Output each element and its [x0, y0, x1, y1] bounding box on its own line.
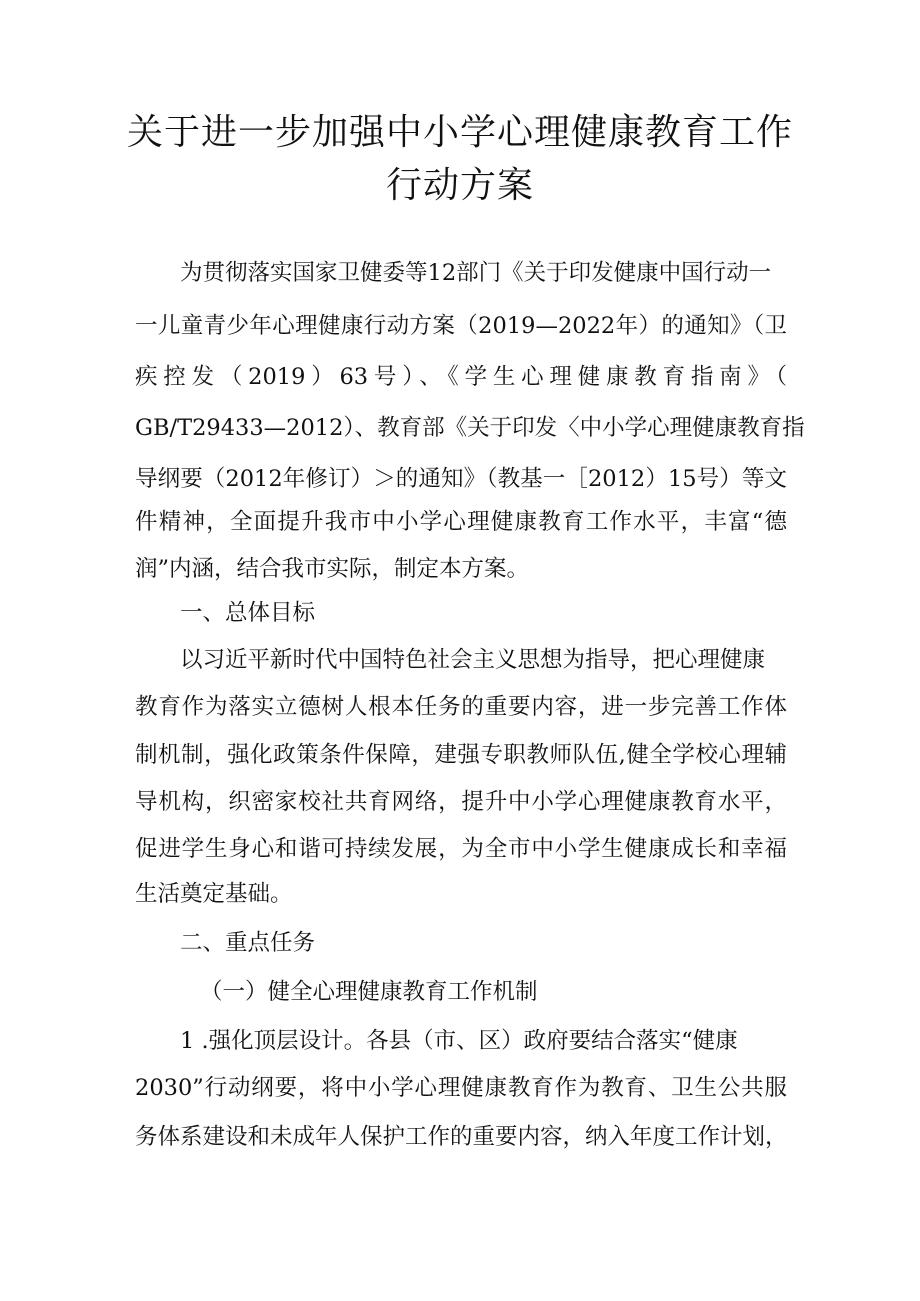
section1-line-4: 导机构，织密家校社共育网络，提升中小学心理健康教育水平， [135, 789, 787, 815]
intro-line-4: GB/T29433—2012）、教育部《关于印发〈中小学心理健康教育指 [135, 415, 805, 441]
section1-line-3: 制机制，强化政策条件保障，建强专职教师队伍,健全学校心理辅 [135, 742, 787, 768]
item1-line-3: 务体系建设和未成年人保护工作的重要内容，纳入年度工作计划， [135, 1124, 788, 1150]
section-heading-key-tasks: 二、重点任务 [180, 930, 316, 956]
section1-line-5: 促进学生身心和谐可持续发展，为全市中小学生健康成长和幸福 [135, 836, 787, 862]
document-title-line-1: 关于进一步加强中小学心理健康教育工作 [126, 112, 793, 153]
section1-line-1: 以习近平新时代中国特色社会主义思想为指导，把心理健康 [180, 647, 766, 673]
item1-line-2: 2030”行动纲要，将中小学心理健康教育作为教育、卫生公共服 [135, 1075, 787, 1101]
section-heading-overall-goals: 一、总体目标 [180, 600, 316, 626]
intro-line-2: 一儿童青少年心理健康行动方案（2019—2022年）的通知》（卫 [135, 313, 787, 339]
section1-line-6: 生活奠定基础。 [135, 881, 293, 907]
intro-line-6: 件精神，全面提升我市中小学心理健康教育工作水平，丰富“德 [135, 509, 787, 535]
item1-line-1: 1 .强化顶层设计。各县（市、区）政府要结合落实“健康 [180, 1028, 738, 1054]
intro-line-3: 疾控发（2019）63号）、《学生心理健康教育指南》（ [135, 364, 787, 390]
document-title-line-2: 行动方案 [385, 165, 534, 206]
subsection-heading-mechanism: （一）健全心理健康教育工作机制 [200, 979, 538, 1005]
intro-line-7: 润”内涵，结合我市实际，制定本方案。 [135, 556, 530, 582]
intro-line-5: 导纲要（2012年修订）＞的通知》（教基一［2012）15号）等文 [135, 466, 787, 492]
section1-line-2: 教育作为落实立德树人根本任务的重要内容，进一步完善工作体 [135, 694, 787, 720]
intro-line-1: 为贯彻落实国家卫健委等12部门《关于印发健康中国行动一 [180, 260, 772, 286]
